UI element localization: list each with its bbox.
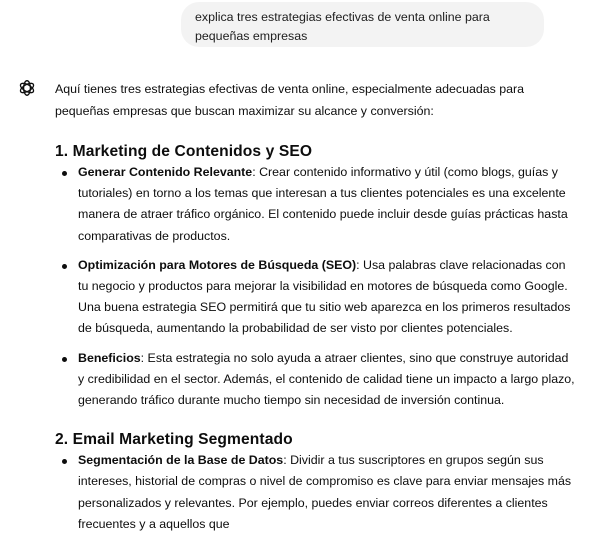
list-item-term: Segmentación de la Base de Datos (78, 453, 284, 468)
list-item-text: : Esta estrategia no solo ayuda a atraer clientes, sino que construye autoridad y credibilidad en el sector. Además, el contenido de calidad tiene un impacto a largo plazo, generando tráfico durante mucho tiempo sin necesidad de inversión continua. (78, 350, 575, 408)
list-item-term: Beneficios (78, 350, 141, 365)
list-item-term: Generar Contenido Relevante (78, 165, 253, 179)
list-item-term: Optimización para Motores de Búsqueda (SEO) (78, 257, 357, 272)
bullet-icon (62, 357, 67, 362)
email-marketing-list (55, 450, 575, 535)
list-item-text: : Crear contenido informativo y útil (como blogs, guías y tutoriales) en torno a los temas que interesan a tus clientes potenciales es una excelente manera de atraer tráfico orgánico. El contenido puede incluir desde guías prácticas hasta comparativas de productos. (78, 165, 568, 243)
list-item-text: : Dividir a tus suscriptores en grupos según sus intereses, historial de compras o nivel de compromiso es clave para enviar mensajes más personalizados y relevantes. Por ejemplo, puedes enviar correos diferentes a clientes frecuentes y a aquellos que (78, 453, 572, 531)
list-item (55, 255, 575, 340)
user-message-text: explica tres estrategias efectivas de venta online para pequeñas empresas (195, 10, 490, 43)
list-item-text: : Usa palabras clave relacionadas con tu negocio y productos para mejorar la visibilidad en motores de búsqueda como Google. Una buena estrategia SEO permitirá que tu sitio web aparezca en los primeros resultados de búsqueda, aumentando la probabilidad de ser visto por clientes potenciales. (78, 257, 571, 336)
response-intro: Aquí tienes tres estrategias efectivas de venta online, especialmente adecuadas para pequeñas empresas que buscan maximizar su alcance y conversión: (55, 82, 525, 118)
openai-logo-icon (17, 78, 37, 98)
content-marketing-list (55, 162, 575, 411)
bullet-icon (62, 459, 67, 464)
assistant-response (55, 79, 575, 535)
user-message-bubble (181, 2, 544, 47)
list-item (55, 162, 575, 247)
list-item (55, 450, 575, 535)
bullet-icon (62, 264, 67, 269)
bullet-icon (62, 171, 67, 176)
list-item (55, 348, 575, 412)
section-heading-content-marketing: 1. Marketing de Contenidos y SEO (55, 143, 313, 160)
section-heading-email-marketing: 2. Email Marketing Segmentado (55, 431, 293, 449)
